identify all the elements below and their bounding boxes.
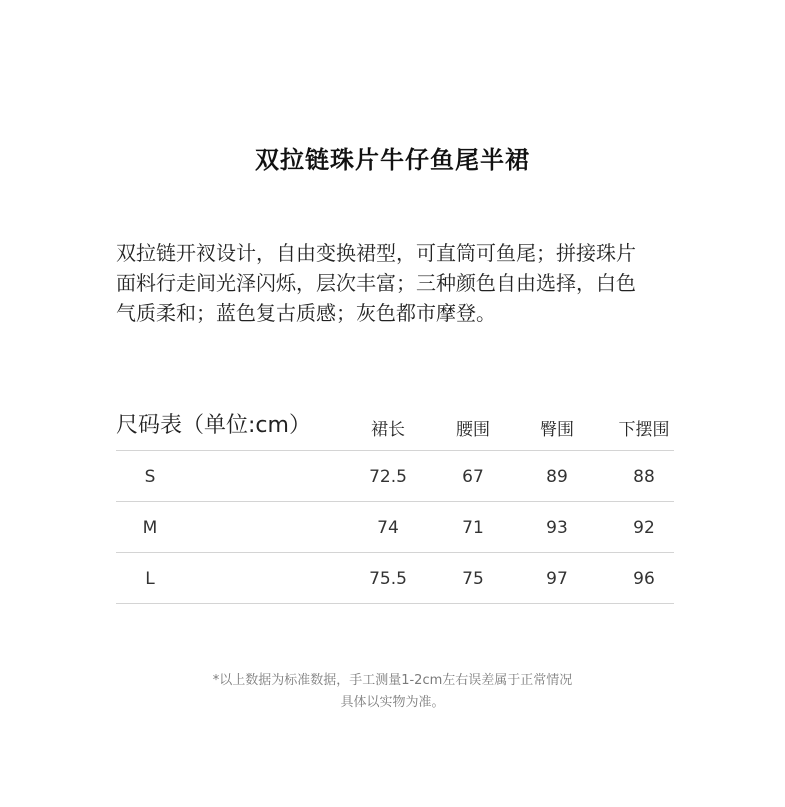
product-description [116, 238, 686, 328]
size-label: L [145, 569, 155, 589]
size-table-title: 尺码表（单位:cm） [116, 413, 311, 438]
table-cell: 88 [633, 467, 655, 487]
size-table-header [116, 402, 674, 451]
table-cell: 75 [462, 569, 484, 589]
column-header-hem: 下摆围 [618, 420, 670, 440]
table-cell: 74 [377, 518, 399, 538]
table-cell: 93 [546, 518, 568, 538]
note-line: *以上数据为标准数据，手工测量1-2cm左右误差属于正常情况 [212, 673, 573, 688]
column-header-skirt-length: 裙长 [371, 420, 405, 440]
measurement-note [0, 670, 785, 714]
column-header-waist: 腰围 [456, 420, 490, 440]
note-line: 具体以实物为准。 [340, 695, 445, 710]
table-row [116, 553, 674, 604]
table-cell: 96 [633, 569, 655, 589]
description-line: 面料行走间光泽闪烁，层次丰富；三种颜色自由选择，白色 [116, 271, 636, 295]
product-title: 双拉链珠片牛仔鱼尾半裙 [255, 146, 530, 174]
table-cell: 89 [546, 467, 568, 487]
column-header-hip: 臀围 [540, 420, 574, 440]
size-label: S [144, 467, 156, 487]
table-row [116, 502, 674, 553]
description-line: 气质柔和；蓝色复古质感；灰色都市摩登。 [116, 301, 496, 325]
description-line: 双拉链开衩设计，自由变换裙型，可直筒可鱼尾；拼接珠片 [116, 241, 636, 265]
table-row [116, 451, 674, 502]
table-cell: 92 [633, 518, 655, 538]
size-label: M [142, 518, 158, 538]
table-cell: 97 [546, 569, 568, 589]
table-cell: 67 [462, 467, 484, 487]
table-cell: 71 [462, 518, 484, 538]
table-cell: 72.5 [369, 467, 407, 487]
table-cell: 75.5 [369, 569, 407, 589]
size-table [116, 402, 674, 604]
